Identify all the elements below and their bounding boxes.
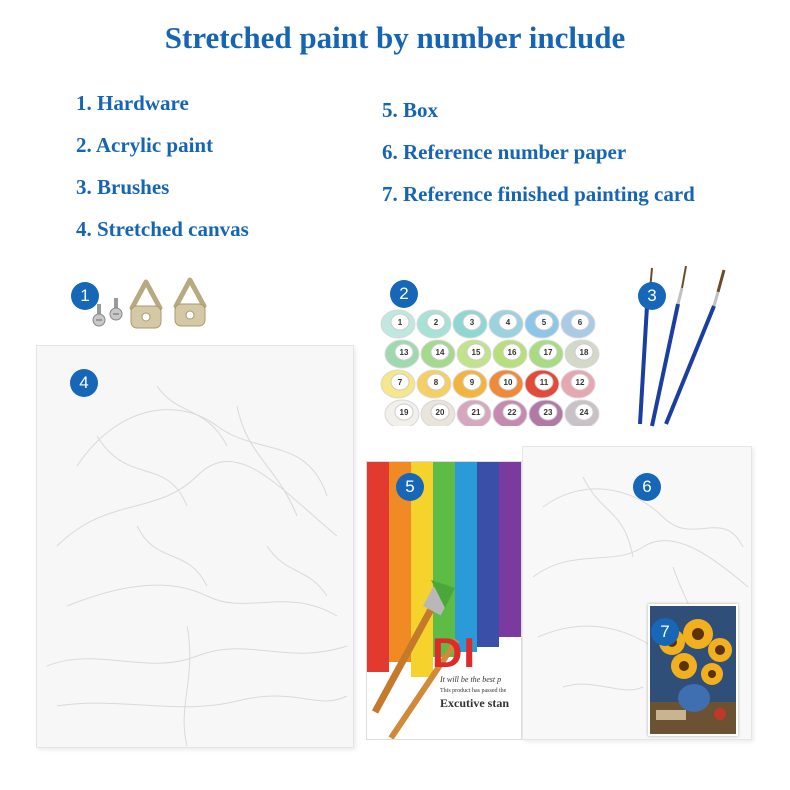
box-slogan: It will be the best p bbox=[440, 675, 502, 684]
item-reference-paper: 6. Reference number paper bbox=[382, 140, 627, 164]
paint-pot bbox=[417, 310, 451, 338]
paint-pot-number: 10 bbox=[503, 378, 513, 387]
paint-pot bbox=[453, 310, 487, 338]
paint-pot-number: 15 bbox=[471, 348, 481, 357]
hanger-2 bbox=[175, 280, 205, 326]
paint-pot bbox=[489, 310, 523, 338]
paint-pot-number: 13 bbox=[399, 348, 409, 357]
screw-2 bbox=[110, 298, 122, 320]
paint-pot-number: 23 bbox=[543, 408, 553, 417]
paint-pot bbox=[421, 400, 455, 426]
paint-pot bbox=[489, 370, 523, 398]
paint-pot-number: 18 bbox=[579, 348, 589, 357]
paint-pot-number: 7 bbox=[397, 378, 403, 387]
paint-pot bbox=[381, 310, 415, 338]
item-reference-card: 7. Reference finished painting card bbox=[382, 182, 695, 206]
paint-pot bbox=[529, 400, 563, 426]
canvas-line-art bbox=[37, 346, 353, 747]
paint-pot bbox=[385, 340, 419, 368]
item-acrylic-paint: 2. Acrylic paint bbox=[76, 133, 214, 157]
paint-pot bbox=[561, 310, 595, 338]
box-standard-text: Excutive stan bbox=[440, 696, 509, 710]
paint-pot bbox=[417, 370, 451, 398]
item-brushes: 3. Brushes bbox=[76, 175, 170, 199]
paint-pot-number: 14 bbox=[435, 348, 445, 357]
paint-pot bbox=[453, 370, 487, 398]
paint-pot bbox=[525, 370, 559, 398]
paint-pot-number: 20 bbox=[435, 408, 445, 417]
paint-pot bbox=[493, 340, 527, 368]
screw-1 bbox=[93, 304, 105, 326]
badge-2: 2 bbox=[390, 280, 418, 308]
paint-pot bbox=[525, 310, 559, 338]
paint-pot bbox=[493, 400, 527, 426]
paint-pot-number: 2 bbox=[433, 318, 439, 327]
badge-4: 4 bbox=[70, 369, 98, 397]
paint-pot bbox=[381, 370, 415, 398]
paint-pot-number: 8 bbox=[433, 378, 439, 387]
paint-pot bbox=[385, 400, 419, 426]
brush-3 bbox=[666, 270, 724, 424]
paint-pot-number: 22 bbox=[507, 408, 517, 417]
item-hardware: 1. Hardware bbox=[76, 91, 189, 115]
paint-pot bbox=[529, 340, 563, 368]
paint-pot-number: 24 bbox=[579, 408, 589, 417]
hardware-illustration bbox=[84, 276, 214, 340]
paint-pot-number: 17 bbox=[543, 348, 553, 357]
box-note: This product has passed the bbox=[440, 688, 507, 694]
paint-pot-number: 5 bbox=[541, 318, 547, 327]
stretched-canvas bbox=[36, 345, 354, 748]
paint-pot-number: 4 bbox=[505, 318, 511, 327]
paint-pot-number: 1 bbox=[397, 318, 403, 327]
paint-pot-number: 6 bbox=[577, 318, 583, 327]
paint-pot-number: 12 bbox=[575, 378, 585, 387]
paint-pot bbox=[457, 400, 491, 426]
badge-7: 7 bbox=[651, 618, 679, 646]
badge-6: 6 bbox=[633, 473, 661, 501]
page-title: Stretched paint by number include bbox=[164, 20, 626, 55]
paint-pot-number: 16 bbox=[507, 348, 517, 357]
badge-1: 1 bbox=[71, 282, 99, 310]
item-stretched-canvas: 4. Stretched canvas bbox=[76, 217, 249, 241]
paint-pot-number: 11 bbox=[539, 378, 549, 387]
paint-pot bbox=[561, 370, 595, 398]
paint-pot bbox=[457, 340, 491, 368]
paint-pot-number: 19 bbox=[399, 408, 409, 417]
badge-3: 3 bbox=[638, 282, 666, 310]
paint-pot-number: 3 bbox=[469, 318, 475, 327]
item-box: 5. Box bbox=[382, 98, 439, 122]
paint-pot bbox=[421, 340, 455, 368]
paint-pot-number: 21 bbox=[471, 408, 481, 417]
hanger-1 bbox=[131, 282, 161, 328]
paint-pot bbox=[565, 340, 599, 368]
paint-pot bbox=[565, 400, 599, 426]
acrylic-paint-pots bbox=[372, 296, 612, 426]
box-brand-text: DI bbox=[432, 629, 476, 676]
badge-5: 5 bbox=[396, 473, 424, 501]
paint-pot-number: 9 bbox=[469, 378, 475, 387]
